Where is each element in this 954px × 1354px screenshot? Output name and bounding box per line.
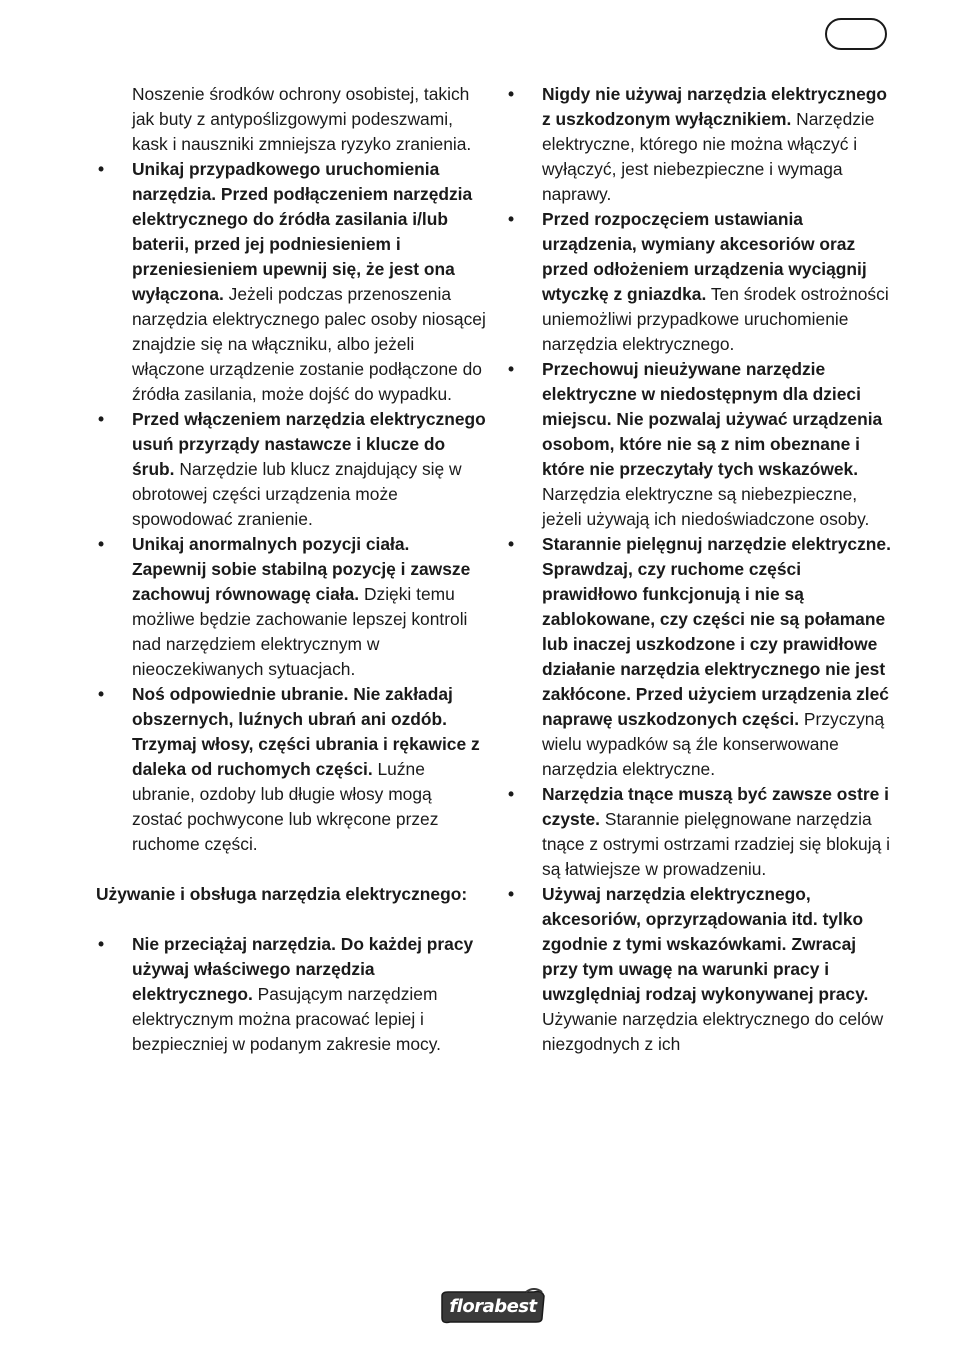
list-item <box>506 782 892 882</box>
bullet: • <box>508 784 515 804</box>
bullet: • <box>508 534 515 554</box>
item-text: Dzięki temu możliwe będzie zachowanie lepszej kontroli nad narzędziem elektrycznym w nieoczekiwanych sytuacjach. <box>132 584 468 679</box>
list-item <box>506 357 892 532</box>
item-text: Luźne ubranie, ozdoby lub długie włosy mogą zostać pochwycone lub wkręcone przez ruchome części. <box>132 759 439 854</box>
item-text: Używanie narzędzia elektrycznego do celów niezgodnych z ich <box>542 1009 884 1054</box>
language-badge <box>825 18 887 50</box>
item-bold-text: Noś odpowiednie ubranie. Nie zakładaj obszernych, luźnych ubrań ani ozdób. Trzymaj włosy, części ubrania i rękawice z daleka od ruchomych części. <box>132 684 480 779</box>
item-text: Narzędzia elektryczne są niebezpieczne, jeżeli używają ich niedoświadczone osoby. <box>542 484 870 529</box>
bullet: • <box>508 359 515 379</box>
item-text: Narzędzie elektryczne, którego nie można włączyć i wyłączyć, jest niebezpieczne i wymaga naprawy. <box>542 109 875 204</box>
item-text: Narzędzie lub klucz znajdujący się w obrotowej części urządzenia może spowodować zranienie. <box>132 459 462 529</box>
bullet: • <box>98 534 105 554</box>
item-bold-text: Unikaj przypadkowego uruchomienia narzędzia. Przed podłączeniem narzędzia elektrycznego do źródła zasilania i/lub baterii, przed jej podniesieniem i przeniesieniem upewnij się, że jest ona wyłączona. <box>132 159 473 304</box>
florabest-logo <box>438 1288 548 1326</box>
list-item <box>96 532 486 682</box>
item-bold-text: Przechowuj nieużywane narzędzie elektryczne w niedostępnym dla dzieci miejscu. Nie pozwalaj używać urządzenia osobom, które nie są z nim obeznane i które nie przeczytały tych wskazówek. <box>542 359 883 479</box>
list-item <box>96 682 486 857</box>
intro-paragraph: Noszenie środków ochrony osobistej, takich jak buty z antypoślizgowymi podeszwami, kask i nauszniki zmniejsza ryzyko zranienia. <box>132 84 472 154</box>
list-item <box>506 82 892 207</box>
logo-text: florabest <box>449 1296 537 1317</box>
bullet: • <box>508 209 515 229</box>
list-item <box>506 882 892 1057</box>
item-bold-text: Unikaj anormalnych pozycji ciała. Zapewnij sobie stabilną pozycję i zawsze zachowuj równowagę ciała. <box>132 534 471 604</box>
list-item <box>96 157 486 407</box>
bullet: • <box>508 884 515 904</box>
item-text: Przyczyną wielu wypadków są źle konserwowane narzędzia elektryczne. <box>542 709 885 779</box>
section-heading: Używanie i obsługa narzędzia elektrycznego: <box>96 884 468 904</box>
list-item <box>506 207 892 357</box>
item-text: Ten środek ostrożności uniemożliwi przypadkowe uruchomienie narzędzia elektrycznego. <box>542 284 889 354</box>
list-item <box>96 932 486 1057</box>
bullet: • <box>508 84 515 104</box>
item-bold-text: Przed włączeniem narzędzia elektrycznego usuń przyrządy nastawcze i klucze do śrub. <box>132 409 486 479</box>
list-item <box>96 407 486 532</box>
bullet: • <box>98 409 105 429</box>
item-bold-text: Narzędzia tnące muszą być zawsze ostre i czyste. <box>542 784 889 829</box>
item-bold-text: Nie przeciążaj narzędzia. Do każdej pracy używaj właściwego narzędzia elektrycznego. <box>132 934 474 1004</box>
item-bold-text: Przed rozpoczęciem ustawiania urządzenia, wymiany akcesoriów oraz przed odłożeniem urządzenia wyciągnij wtyczkę z gniazdka. <box>542 209 867 304</box>
right-column <box>506 82 892 1057</box>
item-text: Pasującym narzędziem elektrycznym można pracować lepiej i bezpieczniej w podanym zakresie mocy. <box>132 984 441 1054</box>
item-text: Starannie pielęgnowane narzędzia tnące z ostrymi ostrzami rzadziej się blokują i są łatwiejsze w prowadzeniu. <box>542 809 890 879</box>
item-bold-text: Nigdy nie używaj narzędzia elektrycznego z uszkodzonym wyłącznikiem. <box>542 84 888 129</box>
item-bold-text: Starannie pielęgnuj narzędzie elektryczne. Sprawdzaj, czy ruchome części prawidłowo funkcjonują i nie są zablokowane, czy części nie są połamane lub inaczej uszkodzone i czy prawidłowe działanie narzędzia elektrycznego nie jest zakłócone. Przed użyciem urządzenia zleć naprawę uszkodzonych części. <box>542 534 891 729</box>
list-item <box>506 532 892 782</box>
item-text: Jeżeli podczas przenoszenia narzędzia elektrycznego palec osoby niosącej znajdzie się na włączniku, albo jeżeli włączone urządzenie zostanie podłączone do źródła zasilania, może dojść do wypadku. <box>132 284 486 404</box>
item-bold-text: Używaj narzędzia elektrycznego, akcesoriów, oprzyrządowania itd. tylko zgodnie z tymi wskazówkami. Zwracaj przy tym uwagę na warunki pracy i uwzględniaj rodzaj wykonywanej pracy. <box>542 884 869 1004</box>
bullet: • <box>98 934 105 954</box>
left-column <box>96 82 486 1057</box>
bullet: • <box>98 159 105 179</box>
bullet: • <box>98 684 105 704</box>
